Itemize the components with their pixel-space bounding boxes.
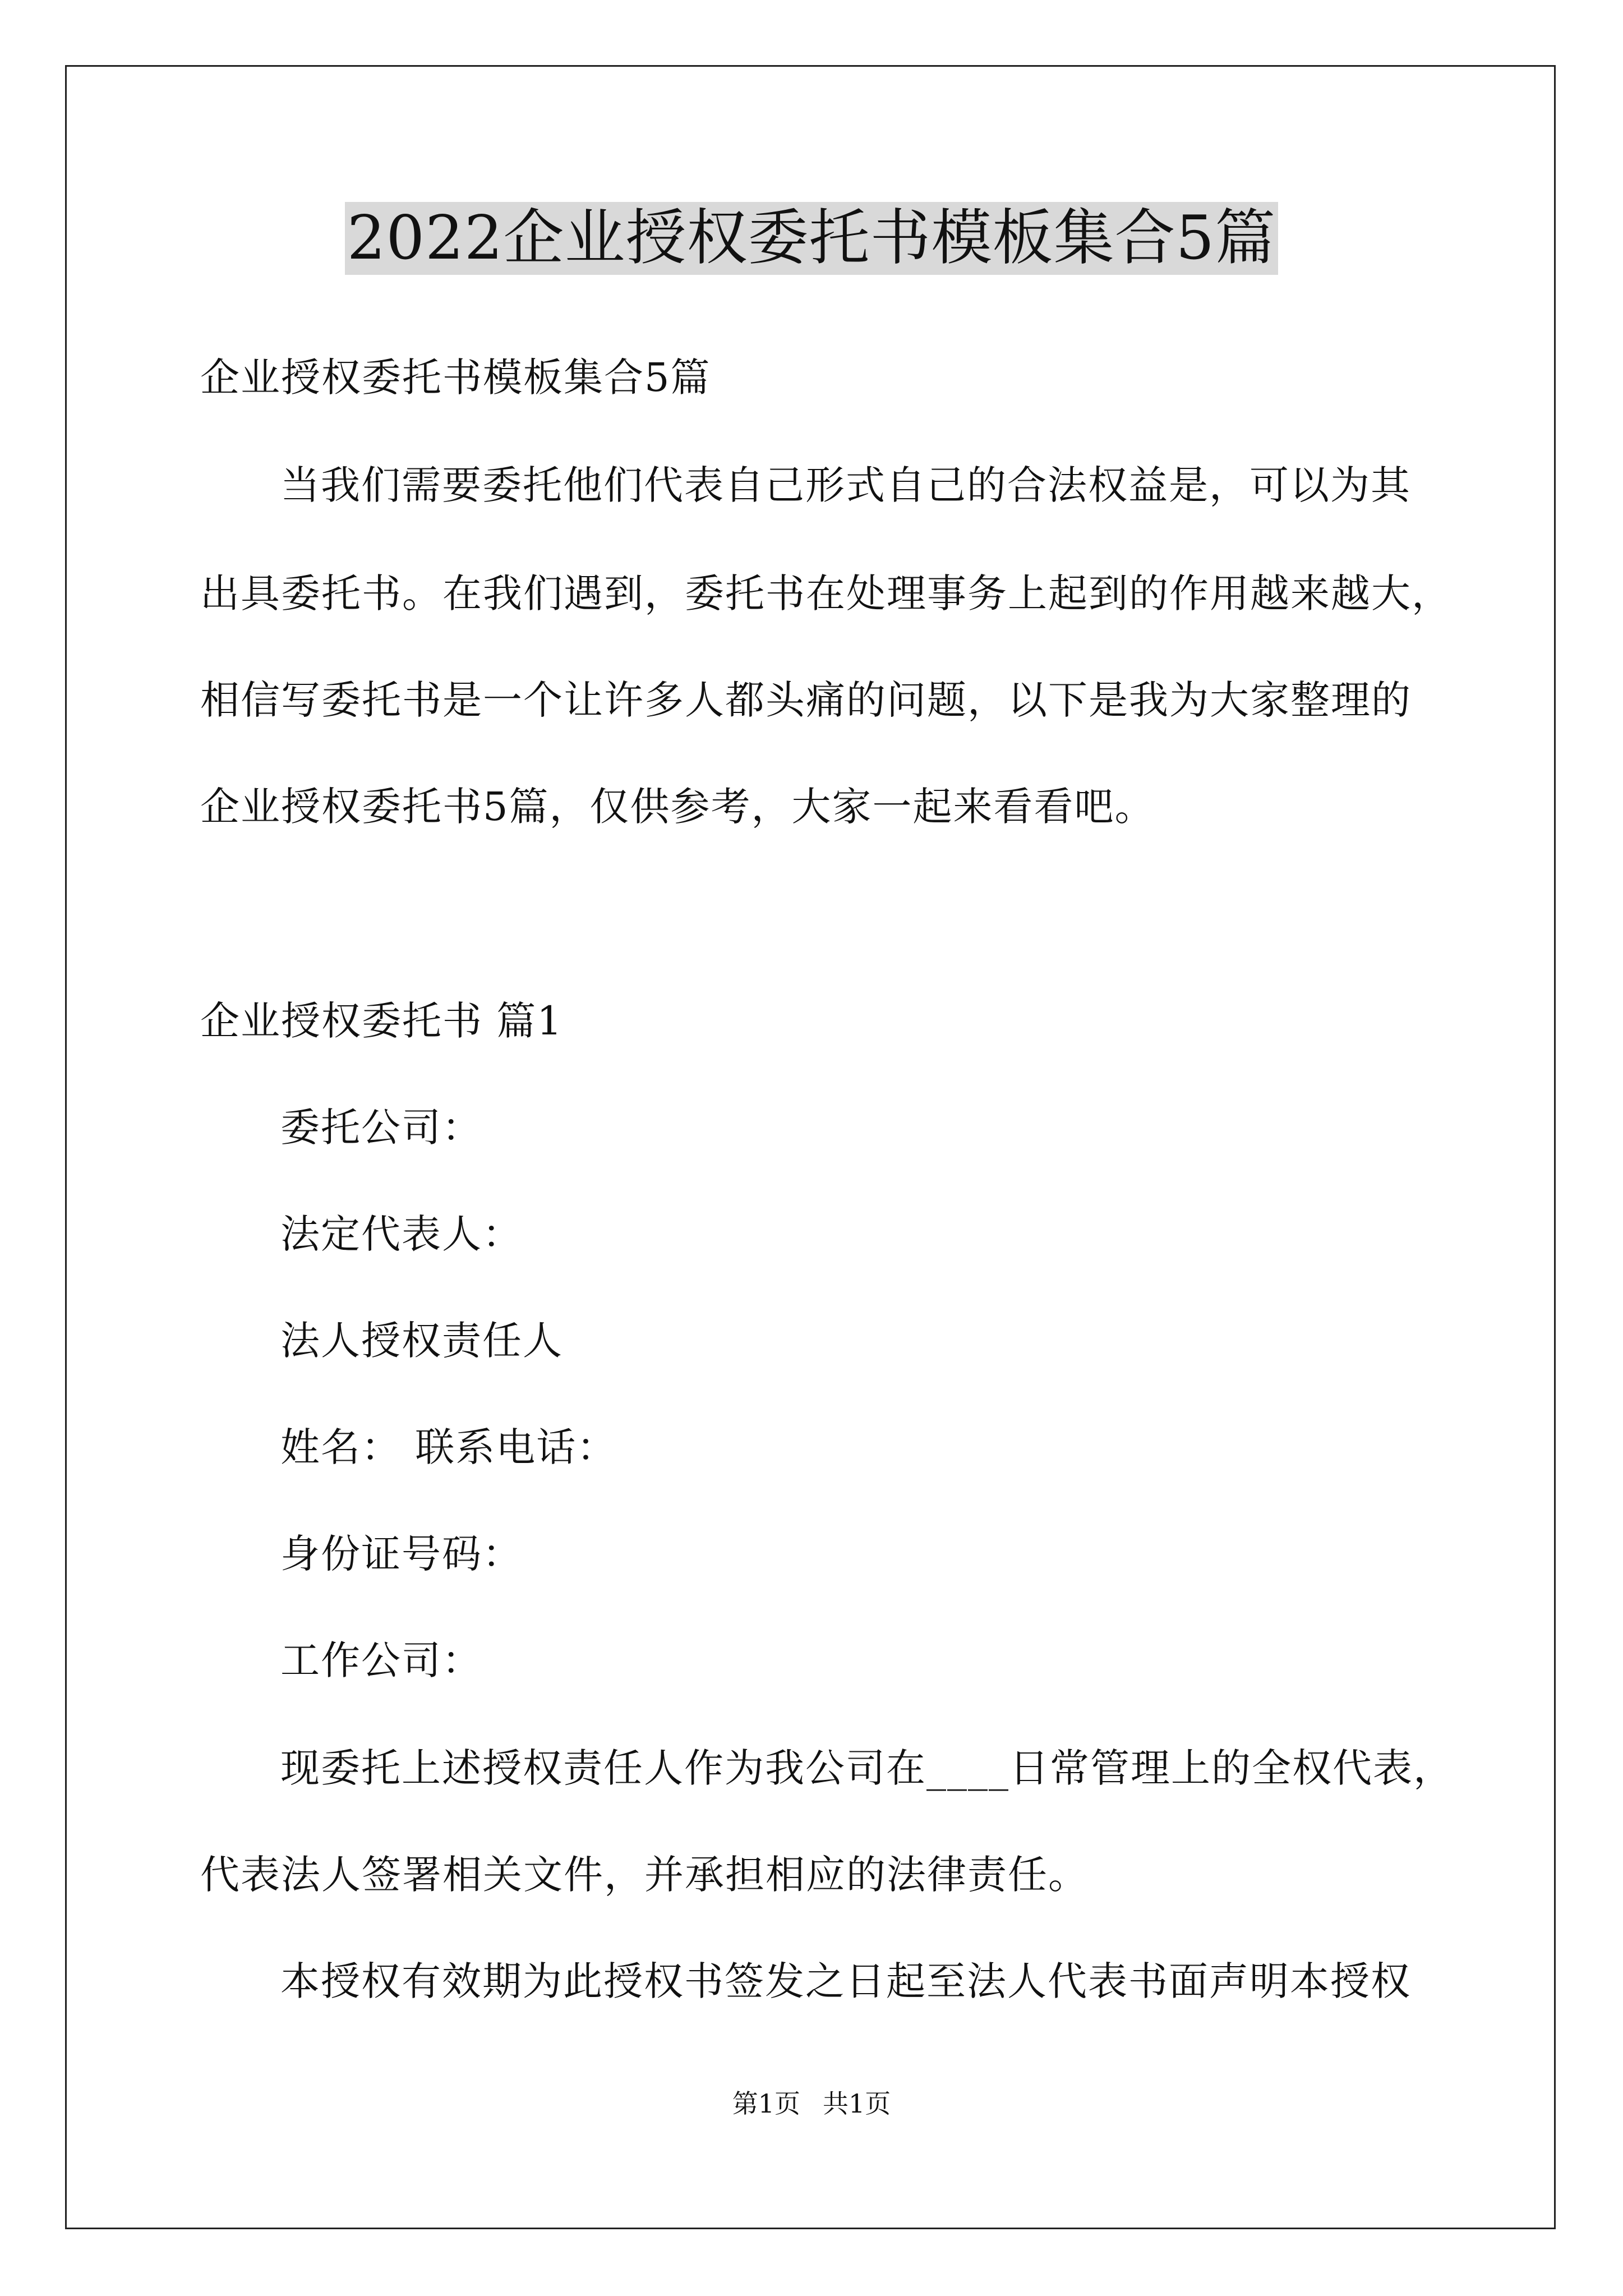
field-legal-representative: 法定代表人： <box>280 1211 523 1257</box>
page-number-total: 共1页 <box>823 2088 891 2119</box>
paragraph2-line-1: 本授权有效期为此授权书签发之日起至法人代表书面声明本授权 <box>280 1958 1411 2004</box>
paragraph1-line-2: 代表法人签署相关文件，并承担相应的法律责任。 <box>200 1852 1089 1898</box>
field-name-phone: 姓名： 联系电话： <box>280 1424 617 1470</box>
page-footer <box>0 2087 1623 2120</box>
intro-line-3: 相信写委托书是一个让许多人都头痛的问题，以下是我为大家整理的 <box>200 677 1412 723</box>
intro-line-4: 企业授权委托书5篇，仅供参考，大家一起来看看吧。 <box>200 784 1155 830</box>
document-subtitle: 企业授权委托书模板集合5篇 <box>200 355 711 401</box>
title-container <box>0 202 1623 275</box>
document-title: 2022企业授权委托书模板集合5篇 <box>345 202 1279 275</box>
field-id-number: 身份证号码： <box>280 1531 523 1577</box>
intro-line-1: 当我们需要委托他们代表自己形式自己的合法权益是，可以为其 <box>280 462 1411 508</box>
paragraph1-line-1: 现委托上述授权责任人作为我公司在____日常管理上的全权代表， <box>280 1745 1454 1791</box>
intro-line-2: 出具委托书。在我们遇到，委托书在处理事务上起到的作用越来越大， <box>200 570 1452 616</box>
field-authorized-person: 法人授权责任人 <box>280 1318 563 1364</box>
field-work-company: 工作公司： <box>280 1637 482 1683</box>
field-entrusting-company: 委托公司： <box>280 1105 482 1151</box>
page-number-current: 第1页 <box>732 2088 800 2119</box>
section-heading: 企业授权委托书 篇1 <box>200 998 563 1044</box>
